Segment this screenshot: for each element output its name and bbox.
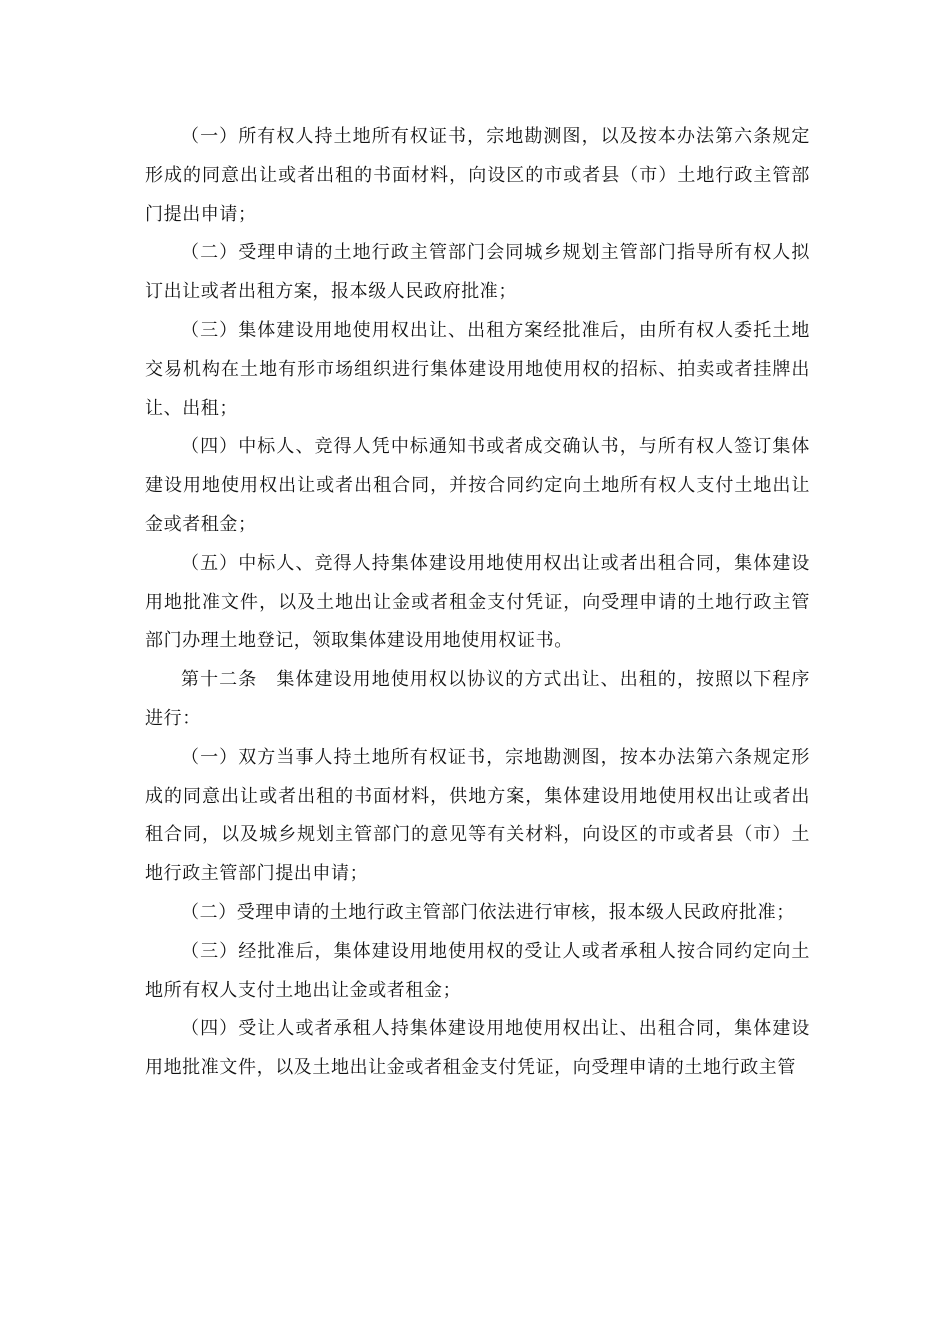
paragraph-8: （二）受理申请的土地行政主管部门依法进行审核，报本级人民政府批准； (181, 901, 795, 923)
paragraph-1: （一）所有权人持土地所有权证书，宗地勘测图，以及按本办法第六条规定形成的同意出让或者出租的书面材料，向设区的市或者县（市）土地行政主管部门提出申请； (145, 126, 810, 225)
paragraph-3: （三）集体建设用地使用权出让、出租方案经批准后，由所有权人委托土地交易机构在土地有形市场组织进行集体建设用地使用权的招标、拍卖或者挂牌出让、出租； (145, 319, 810, 419)
paragraph-7: （一）双方当事人持土地所有权证书，宗地勘测图，按本办法第六条规定形成的同意出让或者出租的书面材料，供地方案，集体建设用地使用权出让或者出租合同，以及城乡规划主管部门的意见等有关材料，向设区的市或者县（市）土地行政主管部门提出申请； (145, 746, 810, 885)
paragraph-5: （五）中标人、竞得人持集体建设用地使用权出让或者出租合同，集体建设用地批准文件，以及土地出让金或者租金支付凭证，向受理申请的土地行政主管部门办理土地登记，领取集体建设用地使用权证书。 (145, 552, 810, 652)
paragraph-10: （四）受让人或者承租人持集体建设用地使用权出让、出租合同，集体建设用地批准文件，以及土地出让金或者租金支付凭证，向受理申请的土地行政主管 (145, 1018, 810, 1079)
paragraph-2: （二）受理申请的土地行政主管部门会同城乡规划主管部门指导所有权人拟订出让或者出租方案，报本级人民政府批准； (145, 242, 810, 303)
paragraph-4: （四）中标人、竞得人凭中标通知书或者成交确认书，与所有权人签订集体建设用地使用权出让或者出租合同，并按合同约定向土地所有权人支付土地出让金或者租金； (145, 436, 810, 535)
paragraph-9: （三）经批准后，集体建设用地使用权的受让人或者承租人按合同约定向土地所有权人支付土地出让金或者租金； (145, 940, 810, 1001)
document-body (145, 118, 810, 1088)
article-12-heading: 第十二条 集体建设用地使用权以协议的方式出让、出租的，按照以下程序进行： (145, 669, 810, 729)
